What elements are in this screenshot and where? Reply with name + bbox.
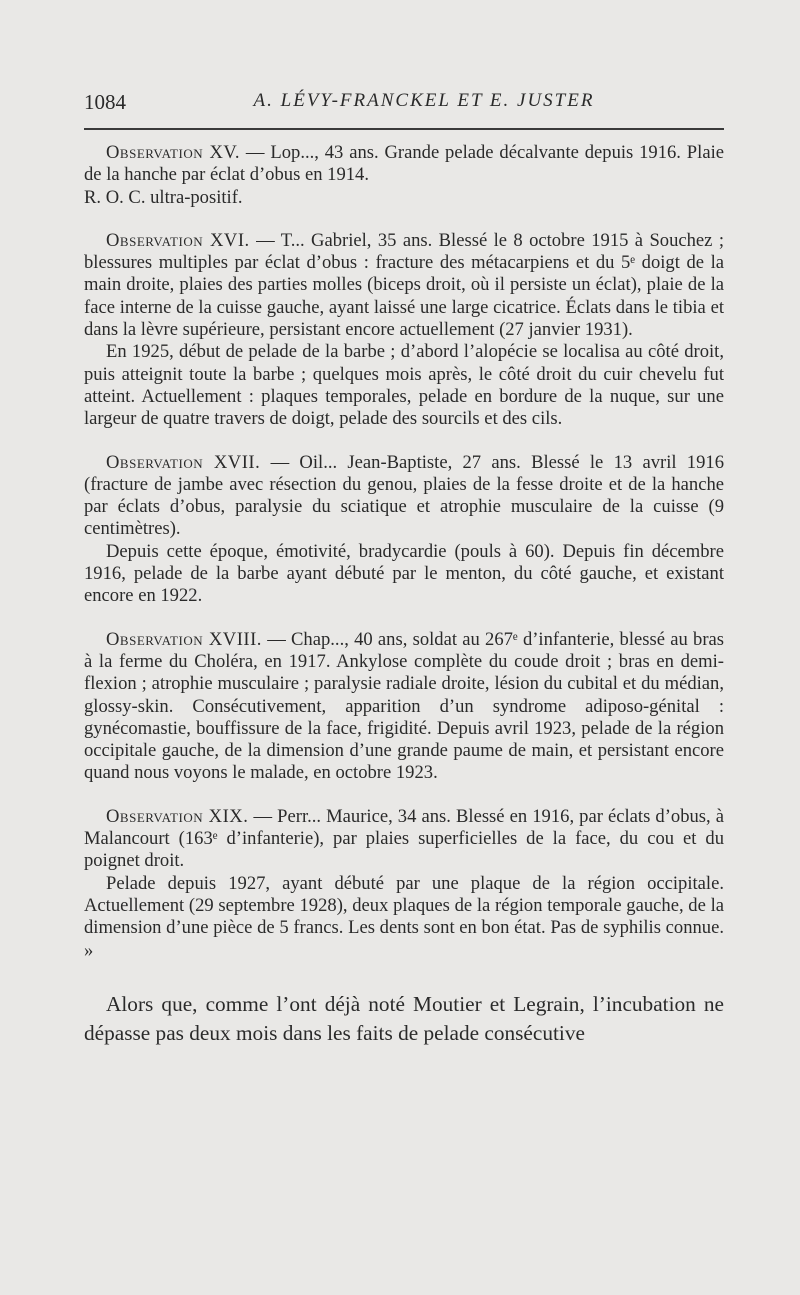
observation-paragraph: [84, 187, 724, 209]
observation-paragraph: [84, 142, 724, 187]
observation-17: [84, 452, 724, 608]
observation-paragraph: [84, 806, 724, 873]
observation-text: Depuis cette époque, émotivité, bradycardie (pouls à 60). Depuis fin décembre 1916, pelade de la barbe ayant débuté par le menton, du côté gauche, et existant encore en 1922.: [84, 540, 724, 607]
observation-paragraph: [84, 230, 724, 341]
observation-15: [84, 142, 724, 209]
observation-paragraph: [84, 873, 724, 962]
observation-label: Observation XIX.: [106, 805, 249, 827]
observation-18: [84, 629, 724, 785]
page-number: 1084: [84, 90, 126, 114]
running-head: A. LÉVY-FRANCKEL ET E. JUSTER: [253, 90, 595, 111]
observation-label: Observation XVIII.: [106, 628, 262, 650]
observation-paragraph: [84, 341, 724, 430]
page-body: [84, 142, 724, 1048]
observation-text: — Perr... Maurice, 34 ans. Blessé en 1916, par éclats d’obus, à Malancourt (163ᵉ d’infanterie), par plaies superficielles de la face, du cou et du poignet droit.: [84, 805, 725, 872]
observation-label: Observation XV.: [106, 142, 241, 163]
observation-label: Observation XVII.: [106, 451, 261, 473]
observation-text: R. O. C. ultra-positif.: [84, 186, 243, 208]
observation-text: — Oil... Jean-Baptiste, 27 ans. Blessé le 13 avril 1916 (fracture de jambe avec résection du genou, plaies de la fesse droite et de la hanche par éclats d’obus, paralysie du sciatique et atrophie musculaire de la cuisse (9 centimètres).: [84, 451, 724, 540]
observation-paragraph: [84, 452, 724, 541]
observation-16: [84, 230, 724, 431]
observation-19: [84, 806, 724, 962]
observation-text: — Chap..., 40 ans, soldat au 267ᵉ d’infanterie, blessé au bras à la ferme du Choléra, en 1917. Ankylose complète du coude droit ; bras en demi-flexion ; atrophie musculaire ; paralysie radiale droite, lésion du cubital et du médian, glossy-skin. Consécutivement, apparition d’un syndrome adiposo-génital : gynécomastie, bouffissure de la face, frigidité. Depuis avril 1923, pelade de la région occipitale gauche, de la dimension d’une grande paume de main, et persistant encore quand nous voyons le malade, en octobre 1923.: [84, 628, 724, 784]
observation-paragraph: [84, 629, 724, 785]
header-rule: [84, 128, 724, 130]
main-paragraph: Alors que, comme l’ont déjà noté Moutier et Legrain, l’incubation ne dépasse pas deux mois dans les faits de pelade consécutive: [84, 991, 724, 1045]
observation-paragraph: [84, 541, 724, 608]
observation-text: Pelade depuis 1927, ayant débuté par une plaque de la région occipitale. Actuellement (29 septembre 1928), deux plaques de la région temporale gauche, de la dimension d’une pièce de 5 francs. Les dents sont en bon état. Pas de syphilis connue. »: [84, 872, 724, 961]
observation-text: — T... Gabriel, 35 ans. Blessé le 8 octobre 1915 à Souchez ; blessures multiples par éclat d’obus : fracture des métacarpiens et du 5ᵉ doigt de la main droite, plaies des parties molles (biceps droit, où il persiste un éclat), plaie de la face interne de la cuisse gauche, ayant laissé une large cicatrice. Éclats dans le tibia et dans la lèvre supérieure, persistant encore actuellement (27 janvier 1931).: [84, 229, 724, 341]
main-text: [84, 990, 724, 1048]
page-header: [84, 90, 724, 120]
observation-text: — Lop..., 43 ans. Grande pelade décalvante depuis 1916. Plaie de la hanche par éclat d’obus en 1914.: [84, 142, 724, 186]
observation-label: Observation XVI.: [106, 229, 250, 251]
observation-text: En 1925, début de pelade de la barbe ; d’abord l’alopécie se localisa au côté droit, puis atteignit toute la barbe ; quelques mois après, le côté droit du cuir chevelu fut atteint. Actuellement : plaques temporales, pelade en bordure de la nuque, sur une largeur de quatre travers de doigt, pelade des sourcils et des cils.: [84, 341, 724, 430]
